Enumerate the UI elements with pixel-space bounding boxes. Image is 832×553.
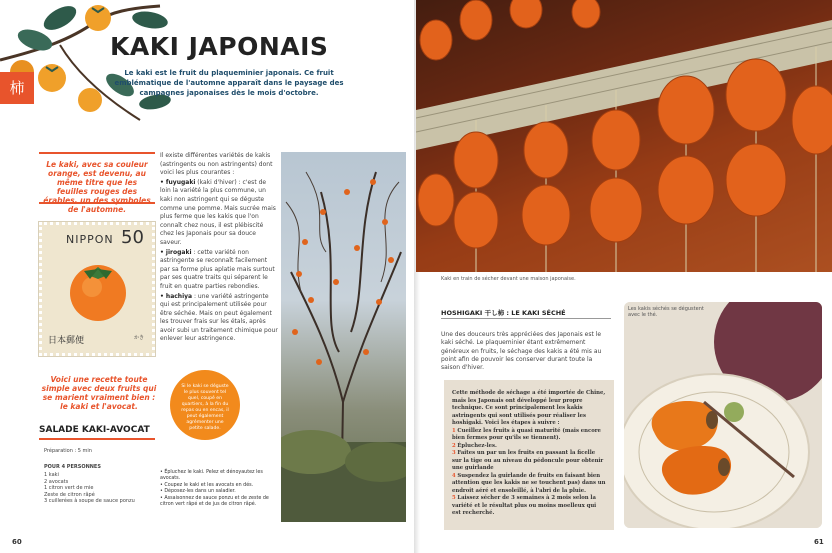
step-text: Cueillez les fruits à quasi maturité (mais encore bien fermes pour qu'ils se tiennent).: [452, 427, 601, 441]
ingredient-item: 3 cuillerées à soupe de sauce ponzu: [44, 498, 135, 504]
variety-text: : cette variété non astringente se reconnaît facilement par sa forme plus aplatie mais surtout par ses quatre traits qui séparent le fruit en quatre parties rebondies.: [160, 248, 275, 290]
postage-stamp: [39, 222, 155, 356]
recipe-step: • Épluchez le kaki. Pelez et dénoyautez les avocats.: [160, 470, 263, 482]
paper-step: [452, 428, 606, 443]
step-number: 5: [452, 495, 456, 501]
recipe-title-rule: [39, 438, 155, 440]
step-text: Laissez sécher de 3 semaines à 2 mois selon la variété et le résultat plus ou moins moelleux qui est recherché.: [452, 495, 597, 516]
step-number: 1: [452, 427, 456, 434]
servings: POUR 4 PERSONNES: [44, 464, 101, 470]
paper-step: [452, 495, 606, 518]
kanji-tab: 柿: [0, 72, 34, 104]
stamp-value: 50: [121, 227, 144, 248]
variety-hachiya: [160, 293, 278, 345]
variety-label: • jirogaki: [160, 248, 192, 256]
page-title: KAKI JAPONAIS: [110, 32, 329, 61]
variety-label: • hachiya: [160, 292, 193, 300]
variety-text: : une variété astringente qui est principalement utilisée pour être séchée. Mais on peut également les trouver frais sur les étals, après avoir subi un traitement chimique pour enlever leur astringence.: [160, 292, 278, 343]
step-text: Suspendez la guirlande de fruits en faisant bien attention que les kakis ne se touchent pas) dans un endroit aéré et ensoleillé, à l'abri de la pluie.: [452, 472, 606, 494]
varieties-column: [160, 152, 278, 345]
ingredient-item: 1 citron vert de mie: [44, 485, 94, 491]
paper-step: [452, 443, 606, 451]
quote-box: [39, 152, 155, 214]
page-number-right: 61: [814, 538, 824, 546]
plate-illustration: [624, 302, 822, 528]
kaki-fruit-illustration: [62, 253, 134, 325]
paper-step: [452, 450, 606, 473]
section-text: Une des douceurs très appréciées des Japonais est le kaki séché. Le plaqueminier étant extrêmement généreux en fruits, le séchage des kakis a été mis au point afin de pouvoir les conserver durant toute la saison d'hiver.: [441, 331, 602, 372]
hanging-persimmons-illustration: [416, 0, 832, 272]
prep-time: Préparation : 5 min: [44, 448, 92, 454]
section-rule: [441, 318, 611, 319]
recipe-step: • Déposez-les dans un saladier.: [160, 489, 236, 495]
variety-label: • fuyugaki: [160, 178, 196, 186]
ingredient-item: 1 kaki: [44, 472, 59, 478]
quote-text: Le kaki, avec sa couleur orange, est devenu, au même titre que les feuilles rouges des érables, un des symboles de l'automne.: [43, 160, 151, 214]
drying-kaki-photo: [416, 0, 832, 272]
photo-caption: Kaki en train de sécher devant une maison japonaise.: [441, 276, 576, 282]
variety-jirogaki: [160, 249, 278, 292]
variety-fuyugaki: [160, 179, 278, 248]
ingredient-list: [44, 472, 159, 505]
intro-text: Le kaki est le fruit du plaqueminier japonais. Ce fruit emblématique de l'automne apparaît dans le paysage des campagnes japonaises dès le mois d'octobre.: [114, 69, 344, 97]
tree-branches-illustration: [281, 152, 406, 522]
plate-caption: Les kakis séchés se dégustent avec le thé.: [628, 306, 704, 318]
ingredient-item: 2 avocats: [44, 478, 69, 485]
step-number: 2: [452, 442, 456, 449]
page-number-left: 60: [12, 538, 22, 546]
method-paper: [444, 380, 614, 530]
paper-intro: Cette méthode de séchage a été importée de Chine, mais les Japonais ont développé leur propre technique. Ce sont principalement les kakis astringents qui sont utilisés pour réaliser les hoshigaki. Voici les étapes à suivre :: [452, 390, 606, 426]
stamp-corner-text: かき: [134, 335, 145, 341]
dried-kaki-plate-photo: [624, 302, 822, 528]
section-title: HOSHIGAKI 干し柿 : LE KAKI SÉCHÉ: [441, 309, 566, 317]
recipe-steps: [160, 470, 278, 508]
paper-step: [452, 473, 606, 496]
recipe-intro: Voici une recette toute simple avec deux fruits qui se marient vraiment bien : le kaki et l'avocat.: [41, 375, 157, 411]
recipe-step: • Assaisonnez de sauce ponzu et de zeste de citron vert râpé et de jus de citron râpé.: [160, 495, 269, 508]
kaki-tree-photo: [281, 152, 406, 522]
step-text: Épluchez-les.: [457, 442, 497, 449]
stamp-kanji: 日本郵便: [48, 336, 85, 346]
recipe-step: • Coupez le kaki et les avocats en dés.: [160, 482, 254, 488]
varieties-intro: Il existe différentes variétés de kakis (astringents ou non astringents) dont voici les plus courantes :: [160, 152, 273, 177]
step-number: 3: [452, 450, 456, 456]
stamp-country: NIPPON: [66, 233, 114, 246]
step-text: Faites un par un les fruits en passant la ficelle sur la tige ou au niveau du pédoncule pour obtenir une guirlande: [452, 450, 604, 471]
variety-text: (kaki d'hiver) : c'est de loin la variété la plus commune, un kaki non astringent qui se déguste comme une pomme. Mais sucrée mais plus ferme que les kakis que l'on connaît chez nous, il est plébiscité chez les Japonais pour sa douce saveur.: [160, 178, 276, 246]
circle-note: Si le kaki se déguste le plus souvent tel quel, coupé en quartiers, à la fin du repas ou en encas, il peut également agrémenter une petite salade.: [170, 370, 240, 440]
recipe-title: SALADE KAKI-AVOCAT: [39, 425, 150, 435]
step-number: 4: [452, 472, 456, 479]
ingredient-item: Zeste de citron râpé: [44, 491, 95, 498]
